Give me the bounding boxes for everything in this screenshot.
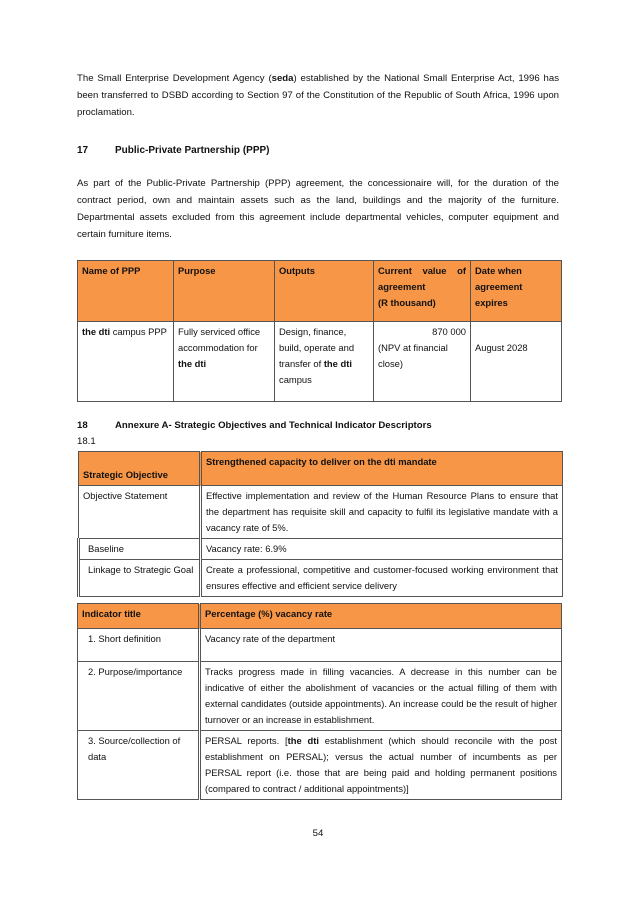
objective-value: Vacancy rate: 6.9% bbox=[201, 539, 563, 560]
source-text: PERSAL reports. [ bbox=[205, 735, 288, 746]
header-current-value bbox=[374, 261, 471, 322]
outputs-text: Design, finance, build, operate and transfer of bbox=[279, 326, 355, 369]
ppp-table-header bbox=[78, 261, 562, 322]
source-bold: the dti bbox=[287, 735, 319, 746]
section-17-heading bbox=[77, 145, 270, 156]
source-text-rest: establishment (which should reconcile with the post establishment on PERSAL); versus the actual number of incumbents as per PERSAL report (i.e. those that are being paid and holding permanent positions (compared to contract / additional appointments)] bbox=[205, 735, 557, 794]
purpose-text: Fully serviced office accommodation for bbox=[178, 326, 261, 353]
indicator-header-value: Percentage (%) vacancy rate bbox=[200, 604, 562, 629]
intro-paragraph bbox=[77, 70, 559, 121]
objective-row bbox=[79, 486, 563, 539]
date-line1: Date when bbox=[475, 265, 522, 276]
section-number: 18 bbox=[77, 420, 88, 431]
indicator-value: Tracks progress made in filling vacancies. A decrease in this number can be indicative of either the abolishment of vacancies or the actual filling of them with external candidates (outside appointments). An increase could be the result of higher turnover or an increase in establishment. bbox=[200, 662, 562, 731]
header-name: Name of PPP bbox=[78, 261, 174, 322]
current-value-line1: Current value of bbox=[378, 265, 466, 276]
cell-name bbox=[78, 322, 174, 402]
indicator-table bbox=[77, 603, 562, 800]
ppp-paragraph: As part of the Public-Private Partnership (PPP) agreement, the concessionaire will, for the duration of the contract period, own and maintain assets such as the land, buildings and the majority of the furniture. Departmental assets excluded from this agreement include departmental vehicles, computer equipment and certain furniture items. bbox=[77, 178, 559, 240]
indicator-label: 3. Source/collection of data bbox=[78, 731, 200, 800]
expires-date: August 2028 bbox=[475, 342, 528, 353]
ppp-table-row bbox=[78, 322, 562, 402]
indicator-row bbox=[78, 731, 562, 800]
header-purpose: Purpose bbox=[174, 261, 275, 322]
objective-header-label: Strategic Objective bbox=[79, 452, 201, 486]
header-date bbox=[471, 261, 562, 322]
intro-text: The Small Enterprise Development Agency ( bbox=[77, 73, 272, 84]
seda-bold: seda bbox=[271, 73, 294, 84]
objective-label: Baseline bbox=[79, 539, 201, 560]
objective-value: Create a professional, competitive and customer-focused working environment that ensures effective and efficient service delivery bbox=[201, 560, 563, 597]
strategic-objective-table bbox=[77, 451, 563, 597]
indicator-label: 2. Purpose/importance bbox=[78, 662, 200, 731]
section-title: Annexure A- Strategic Objectives and Technical Indicator Descriptors bbox=[115, 420, 432, 431]
indicator-value bbox=[200, 731, 562, 800]
objective-row bbox=[79, 539, 563, 560]
cell-expires bbox=[471, 322, 562, 402]
indicator-row bbox=[78, 629, 562, 662]
indicator-value: Vacancy rate of the department bbox=[200, 629, 562, 662]
header-outputs: Outputs bbox=[275, 261, 374, 322]
section-18-heading bbox=[77, 420, 432, 431]
current-value-line2: agreement bbox=[378, 281, 426, 292]
cell-purpose bbox=[174, 322, 275, 402]
outputs-bold: the dti bbox=[323, 358, 352, 369]
outputs-after: campus bbox=[279, 374, 312, 385]
value-amount: 870 000 bbox=[432, 326, 466, 337]
objective-value: Effective implementation and review of the Human Resource Plans to ensure that the department has requisite skill and capacity to fulfil its legislative mandate with a vacancy rate of 5%. bbox=[201, 486, 563, 539]
ppp-table bbox=[77, 260, 562, 402]
objective-header-value: Strengthened capacity to deliver on the dti mandate bbox=[201, 452, 563, 486]
section-title: Public-Private Partnership (PPP) bbox=[115, 145, 270, 156]
value-note: (NPV at financial close) bbox=[378, 342, 448, 369]
indicator-header-row bbox=[78, 604, 562, 629]
date-line3: expires bbox=[475, 297, 508, 308]
subsection-number: 18.1 bbox=[77, 436, 96, 447]
cell-outputs bbox=[275, 322, 374, 402]
indicator-row bbox=[78, 662, 562, 731]
intro-text-rest: ) established by the National Small Enterprise Act, 1996 has been transferred to DSBD according to Section 97 of the Constitution of the Republic of South Africa, 1996 upon proclamation. bbox=[77, 73, 559, 118]
current-value-line3: (R thousand) bbox=[378, 297, 436, 308]
objective-label: Objective Statement bbox=[79, 486, 201, 539]
page-number: 54 bbox=[312, 828, 324, 839]
objective-header-row bbox=[79, 452, 563, 486]
section-number: 17 bbox=[77, 145, 89, 156]
objective-label: Linkage to Strategic Goal bbox=[79, 560, 201, 597]
date-line2: agreement bbox=[475, 281, 523, 292]
purpose-bold: the dti bbox=[178, 358, 207, 369]
name-rest: campus PPP bbox=[110, 326, 167, 337]
cell-value bbox=[374, 322, 471, 402]
name-bold: the dti bbox=[82, 326, 111, 337]
objective-row bbox=[79, 560, 563, 597]
indicator-header-label: Indicator title bbox=[78, 604, 200, 629]
indicator-label: 1. Short definition bbox=[78, 629, 200, 662]
